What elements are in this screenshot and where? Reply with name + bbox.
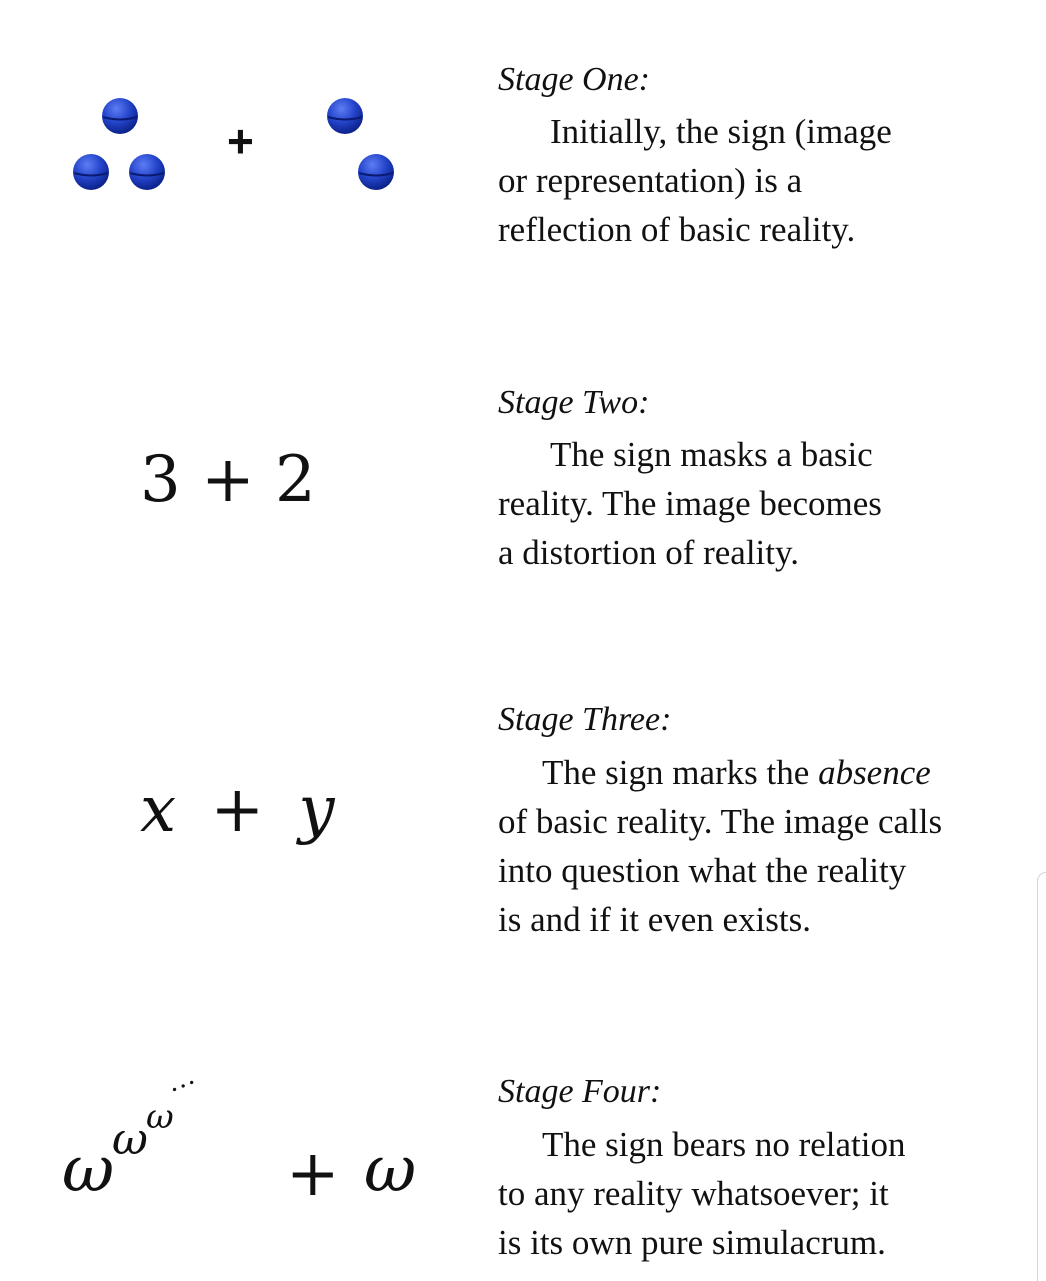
- body-line: Initially, the sign (image: [550, 112, 892, 151]
- stage-two-expression: 3 + 2: [140, 443, 316, 517]
- body-line: a distortion of reality.: [498, 533, 799, 572]
- body-line: or representation) is a: [498, 161, 803, 200]
- page-edge: [1037, 872, 1046, 1281]
- stage-three-expression: [140, 773, 335, 847]
- omega-base: ω: [62, 1133, 115, 1207]
- ball-icon: [127, 152, 167, 192]
- body-line: is its own pure simulacrum.: [498, 1223, 886, 1262]
- stage-three-body: [498, 748, 942, 944]
- tower-dots: ···: [165, 1067, 203, 1106]
- body-text: The sign marks the: [542, 753, 819, 792]
- plus-sign: +: [286, 1137, 340, 1211]
- body-line: The sign masks a basic: [550, 435, 873, 474]
- variable-y: y: [298, 773, 335, 847]
- stage-four-body: [498, 1120, 906, 1267]
- stage-one-body: [498, 107, 892, 254]
- stage-two-body: [498, 430, 882, 577]
- body-line: of basic reality. The image calls: [498, 802, 943, 841]
- plus-sign: +: [227, 115, 254, 167]
- body-line: reflection of basic reality.: [498, 210, 856, 249]
- ball-icon: [325, 96, 365, 136]
- variable-x: x: [140, 773, 177, 847]
- ball-icon: [100, 96, 140, 136]
- body-line: into question what the reality: [498, 851, 907, 890]
- body-line: to any reality whatsoever; it: [498, 1174, 889, 1213]
- body-line: [498, 748, 942, 797]
- emphasis-absence: absence: [818, 753, 931, 792]
- stage-three-title: Stage Three:: [498, 701, 672, 738]
- ball-icon: [71, 152, 111, 192]
- stage-four-title: Stage Four:: [498, 1073, 662, 1110]
- omega-exponent-1: ω: [112, 1114, 148, 1165]
- ball-icon: [356, 152, 396, 192]
- omega-term: ω: [364, 1133, 417, 1207]
- body-line: The sign bears no relation: [542, 1125, 906, 1164]
- body-line: reality. The image becomes: [498, 484, 882, 523]
- body-line: is and if it even exists.: [498, 900, 812, 939]
- omega-exponent-2: ω: [146, 1097, 174, 1137]
- plus-sign: +: [210, 773, 265, 847]
- stage-one-title: Stage One:: [498, 61, 651, 98]
- stage-two-title: Stage Two:: [498, 384, 650, 421]
